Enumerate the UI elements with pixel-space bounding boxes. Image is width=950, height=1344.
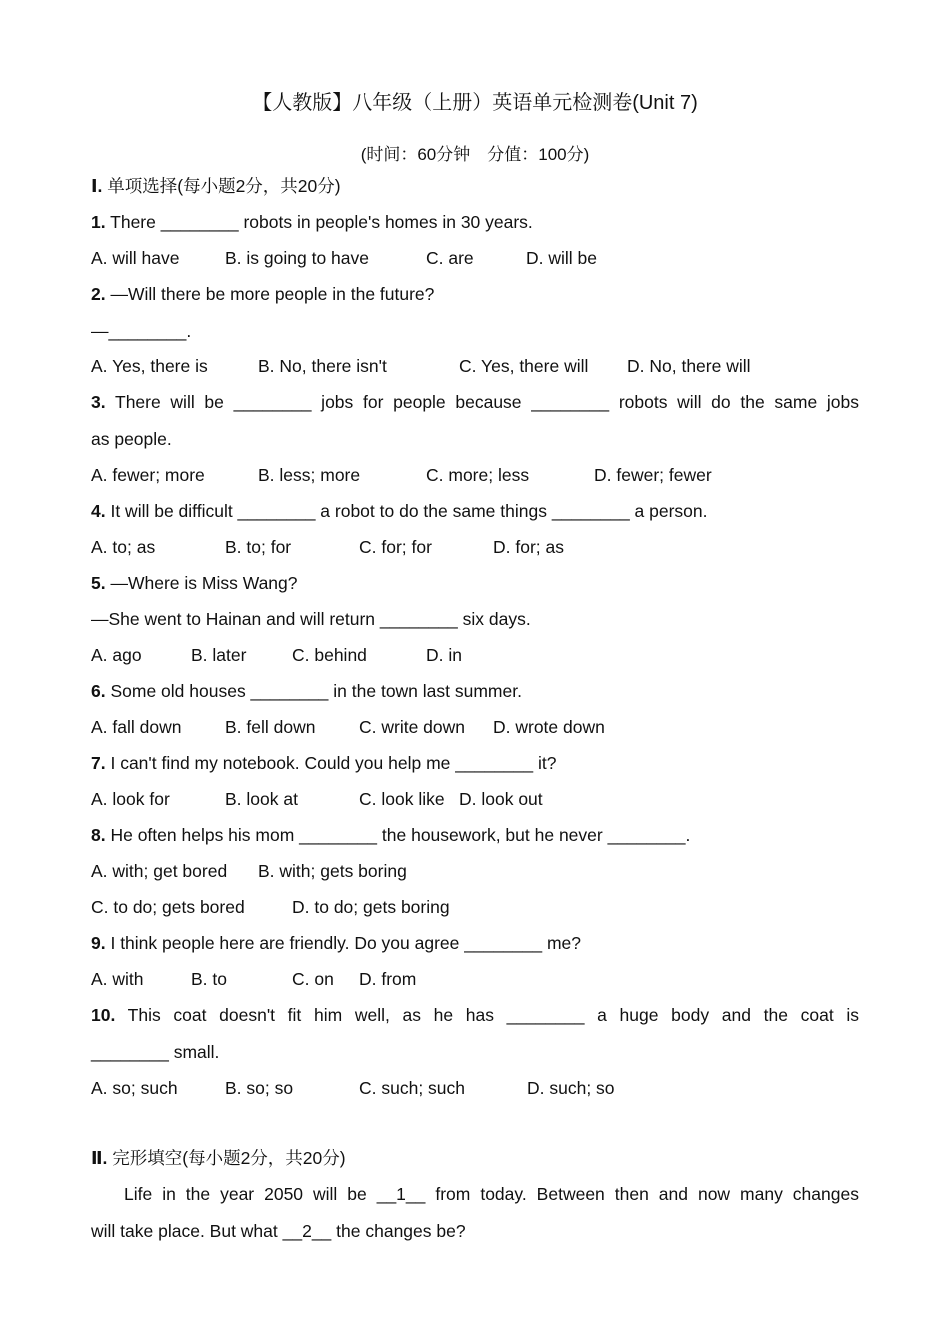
question-2-options — [91, 355, 859, 377]
question-text: I can't find my notebook. Could you help me ________ it? — [105, 753, 557, 773]
question-number: 8. — [91, 825, 106, 845]
question-7-options — [91, 788, 859, 810]
option-c[interactable]: C. look like — [359, 789, 445, 809]
question-text: Some old houses ________ in the town last summer. — [105, 681, 522, 701]
question-3-stem — [91, 391, 859, 413]
option-d[interactable]: D. will be — [526, 248, 597, 268]
option-d[interactable]: D. look out — [459, 789, 543, 809]
option-c[interactable]: C. behind — [292, 645, 367, 665]
option-a[interactable]: A. fewer; more — [91, 465, 205, 485]
question-6-options — [91, 716, 859, 738]
page-title: 【人教版】八年级（上册）英语单元检测卷(Unit 7) — [252, 92, 698, 114]
question-text: —Where is Miss Wang? — [105, 573, 298, 593]
question-text: There will be ________ jobs for people because ________ robots will do the same jobs — [105, 392, 859, 412]
option-c[interactable]: C. for; for — [359, 537, 432, 557]
question-5-options — [91, 644, 859, 666]
question-text: It will be difficult ________ a robot to do the same things ________ a person. — [105, 501, 708, 521]
option-c[interactable]: C. are — [426, 248, 474, 268]
question-number: 6. — [91, 681, 106, 701]
passage-text: from today. Between then and now many changes — [425, 1184, 859, 1204]
option-c[interactable]: C. such; such — [359, 1078, 466, 1098]
question-9-options — [91, 968, 859, 990]
option-d[interactable]: D. to do; gets boring — [292, 897, 450, 917]
option-a[interactable]: A. to; as — [91, 537, 156, 557]
question-2-response: —________. — [91, 321, 192, 341]
passage-text: will take place. But what — [91, 1221, 283, 1241]
option-c[interactable]: C. on — [292, 969, 334, 989]
question-6-stem — [91, 680, 859, 702]
blank-1[interactable]: __1__ — [376, 1184, 426, 1204]
option-a[interactable]: A. ago — [91, 645, 142, 665]
option-c[interactable]: C. more; less — [426, 465, 530, 485]
question-text: —Will there be more people in the future? — [105, 284, 435, 304]
question-9-stem — [91, 932, 859, 954]
option-d[interactable]: D. fewer; fewer — [594, 465, 712, 485]
option-a[interactable]: A. with — [91, 969, 144, 989]
section-1-heading — [91, 175, 859, 197]
question-8-options-row-1 — [91, 860, 859, 882]
question-number: 3. — [91, 392, 106, 412]
question-1-stem — [91, 211, 859, 233]
option-b[interactable]: B. No, there isn't — [258, 356, 387, 376]
option-b[interactable]: B. so; so — [225, 1078, 294, 1098]
section-2-title: 完形填空(每小题2分，共20分) — [107, 1148, 346, 1168]
question-10-options — [91, 1077, 859, 1099]
option-b[interactable]: B. less; more — [258, 465, 361, 485]
question-3-stem-continued: as people. — [91, 429, 172, 449]
cloze-paragraph-line-2 — [91, 1220, 859, 1242]
option-d[interactable]: D. wrote down — [493, 717, 605, 737]
question-text: He often helps his mom ________ the housework, but he never ________. — [105, 825, 691, 845]
option-b[interactable]: B. to — [191, 969, 227, 989]
option-b[interactable]: B. look at — [225, 789, 298, 809]
question-4-stem — [91, 500, 859, 522]
question-text: This coat doesn't fit him well, as he has ________ a huge body and the coat is — [115, 1005, 859, 1025]
section-1-title: 单项选择(每小题2分，共20分) — [102, 176, 341, 196]
question-text: I think people here are friendly. Do you agree ________ me? — [105, 933, 582, 953]
option-d[interactable]: D. from — [359, 969, 417, 989]
option-b[interactable]: B. to; for — [225, 537, 292, 557]
option-a[interactable]: A. look for — [91, 789, 170, 809]
question-1-options — [91, 247, 859, 269]
blank-2[interactable]: __2__ — [282, 1221, 332, 1241]
option-c[interactable]: C. to do; gets bored — [91, 897, 245, 917]
section-2-number: Ⅱ. — [91, 1148, 108, 1168]
question-7-stem — [91, 752, 859, 774]
option-d[interactable]: D. in — [426, 645, 462, 665]
passage-text: the changes be? — [331, 1221, 466, 1241]
section-2-heading — [91, 1147, 859, 1169]
option-b[interactable]: B. is going to have — [225, 248, 369, 268]
question-number: 10. — [91, 1005, 116, 1025]
question-number: 1. — [91, 212, 106, 232]
exam-time-score: (时间：60分钟 分值：100分) — [360, 145, 590, 164]
option-a[interactable]: A. so; such — [91, 1078, 178, 1098]
option-a[interactable]: A. will have — [91, 248, 180, 268]
question-4-options — [91, 536, 859, 558]
cloze-paragraph-line-1 — [91, 1183, 859, 1205]
question-8-stem — [91, 824, 859, 846]
option-d[interactable]: D. No, there will — [627, 356, 751, 376]
question-3-options — [91, 464, 859, 486]
question-5-response: —She went to Hainan and will return ________ six days. — [91, 609, 531, 629]
option-d[interactable]: D. for; as — [493, 537, 564, 557]
option-b[interactable]: B. with; gets boring — [258, 861, 407, 881]
passage-text: Life in the year 2050 will be — [124, 1184, 377, 1204]
question-10-stem — [91, 1004, 859, 1026]
question-2-stem — [91, 283, 859, 305]
option-c[interactable]: C. write down — [359, 717, 466, 737]
option-b[interactable]: B. fell down — [225, 717, 316, 737]
option-b[interactable]: B. later — [191, 645, 247, 665]
question-number: 4. — [91, 501, 106, 521]
question-number: 9. — [91, 933, 106, 953]
question-number: 7. — [91, 753, 106, 773]
option-c[interactable]: C. Yes, there will — [459, 356, 589, 376]
question-8-options-row-2 — [91, 896, 859, 918]
question-5-stem — [91, 572, 859, 594]
question-text: There ________ robots in people's homes in 30 years. — [105, 212, 533, 232]
question-number: 5. — [91, 573, 106, 593]
question-number: 2. — [91, 284, 106, 304]
option-d[interactable]: D. such; so — [527, 1078, 615, 1098]
option-a[interactable]: A. Yes, there is — [91, 356, 208, 376]
section-1-number: Ⅰ. — [91, 176, 103, 196]
option-a[interactable]: A. with; get bored — [91, 861, 228, 881]
question-10-stem-continued: ________ small. — [91, 1042, 220, 1062]
option-a[interactable]: A. fall down — [91, 717, 182, 737]
